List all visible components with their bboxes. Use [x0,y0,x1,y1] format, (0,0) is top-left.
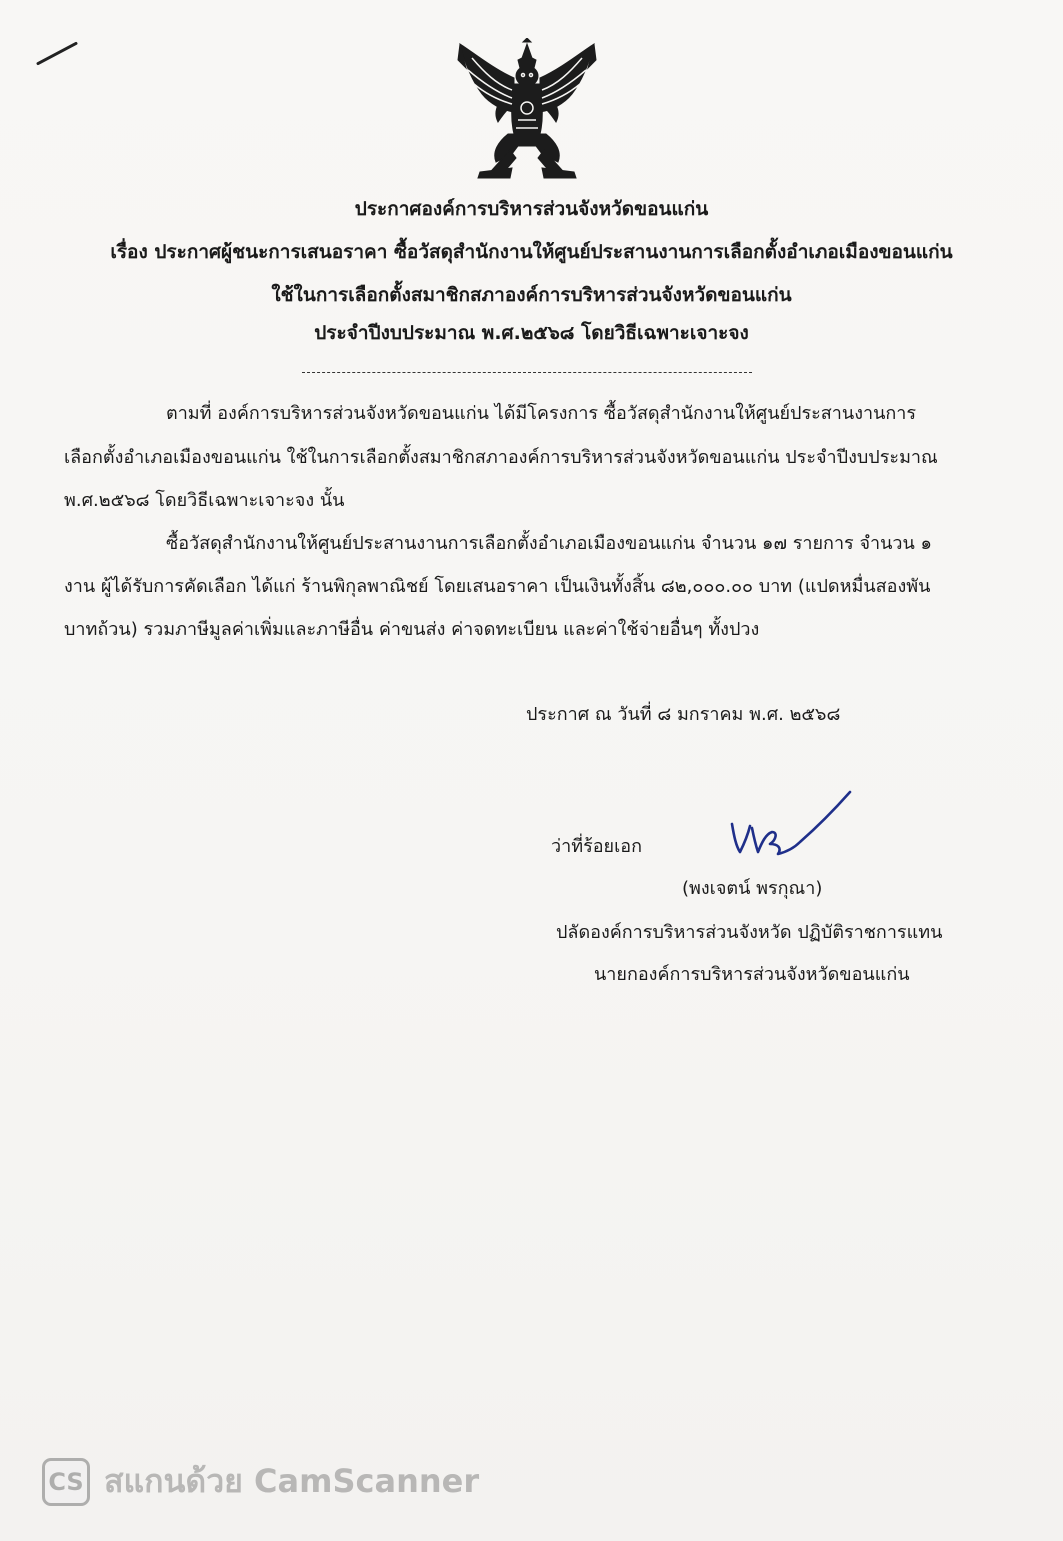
camscanner-logo-icon: CS [42,1458,90,1506]
camscanner-text: สแกนด้วย CamScanner [104,1462,480,1500]
announcement-subject-line3: ประจำปีงบประมาณ พ.ศ.๒๕๖๘ โดยวิธีเฉพาะเจาะจง [314,322,749,344]
signatory-position-line-2: นายกองค์การบริหารส่วนจังหวัดขอนแก่น [594,964,910,985]
announcement-subject: เรื่อง ประกาศผู้ชนะการเสนอราคา ซื้อวัสดุสำนักงานให้ศูนย์ประสานงานการเลือกตั้งอำเภอเมืองขอนแก่น [110,241,953,263]
camscanner-watermark [42,1456,479,1507]
announce-date: ประกาศ ณ วันที่ ๘ มกราคม พ.ศ. ๒๕๖๘ [526,704,841,725]
signatory-rank: ว่าที่ร้อยเอก [551,836,642,857]
handwritten-signature [728,786,858,876]
garuda-emblem-icon [452,38,602,180]
paragraph-1-line-1: ตามที่ องค์การบริหารส่วนจังหวัดขอนแก่น ได้มีโครงการ ซื้อวัสดุสำนักงานให้ศูนย์ประสานงานการ [166,403,917,424]
header-divider [302,372,752,373]
announcement-subject-line2: ใช้ในการเลือกตั้งสมาชิกสภาองค์การบริหารส่วนจังหวัดขอนแก่น [271,284,792,306]
paragraph-2-line-3: บาทถ้วน) รวมภาษีมูลค่าเพิ่มและภาษีอื่น ค่าขนส่ง ค่าจดทะเบียน และค่าใช้จ่ายอื่นๆ ทั้งปวง [64,619,760,640]
paragraph-2-line-1: ซื้อวัสดุสำนักงานให้ศูนย์ประสานงานการเลือกตั้งอำเภอเมืองขอนแก่น จำนวน ๑๗ รายการ จำนวน ๑ [166,533,932,554]
signatory-position-line-1: ปลัดองค์การบริหารส่วนจังหวัด ปฏิบัติราชการแทน [556,922,943,943]
announcement-title: ประกาศองค์การบริหารส่วนจังหวัดขอนแก่น [354,198,709,220]
paragraph-1-line-2: เลือกตั้งอำเภอเมืองขอนแก่น ใช้ในการเลือกตั้งสมาชิกสภาองค์การบริหารส่วนจังหวัดขอนแก่น ประจำปีงบประมาณ [64,447,938,468]
signatory-name: (พงเจตน์ พรกุณา) [682,878,823,899]
pen-mark [36,41,78,65]
paragraph-1-line-3: พ.ศ.๒๕๖๘ โดยวิธีเฉพาะเจาะจง นั้น [64,490,345,511]
paragraph-2-line-2: งาน ผู้ได้รับการคัดเลือก ได้แก่ ร้านพิกุลพาณิชย์ โดยเสนอราคา เป็นเงินทั้งสิ้น ๘๒,๐๐๐.๐๐ บาท (แปดหมื่นสองพัน [64,576,931,597]
